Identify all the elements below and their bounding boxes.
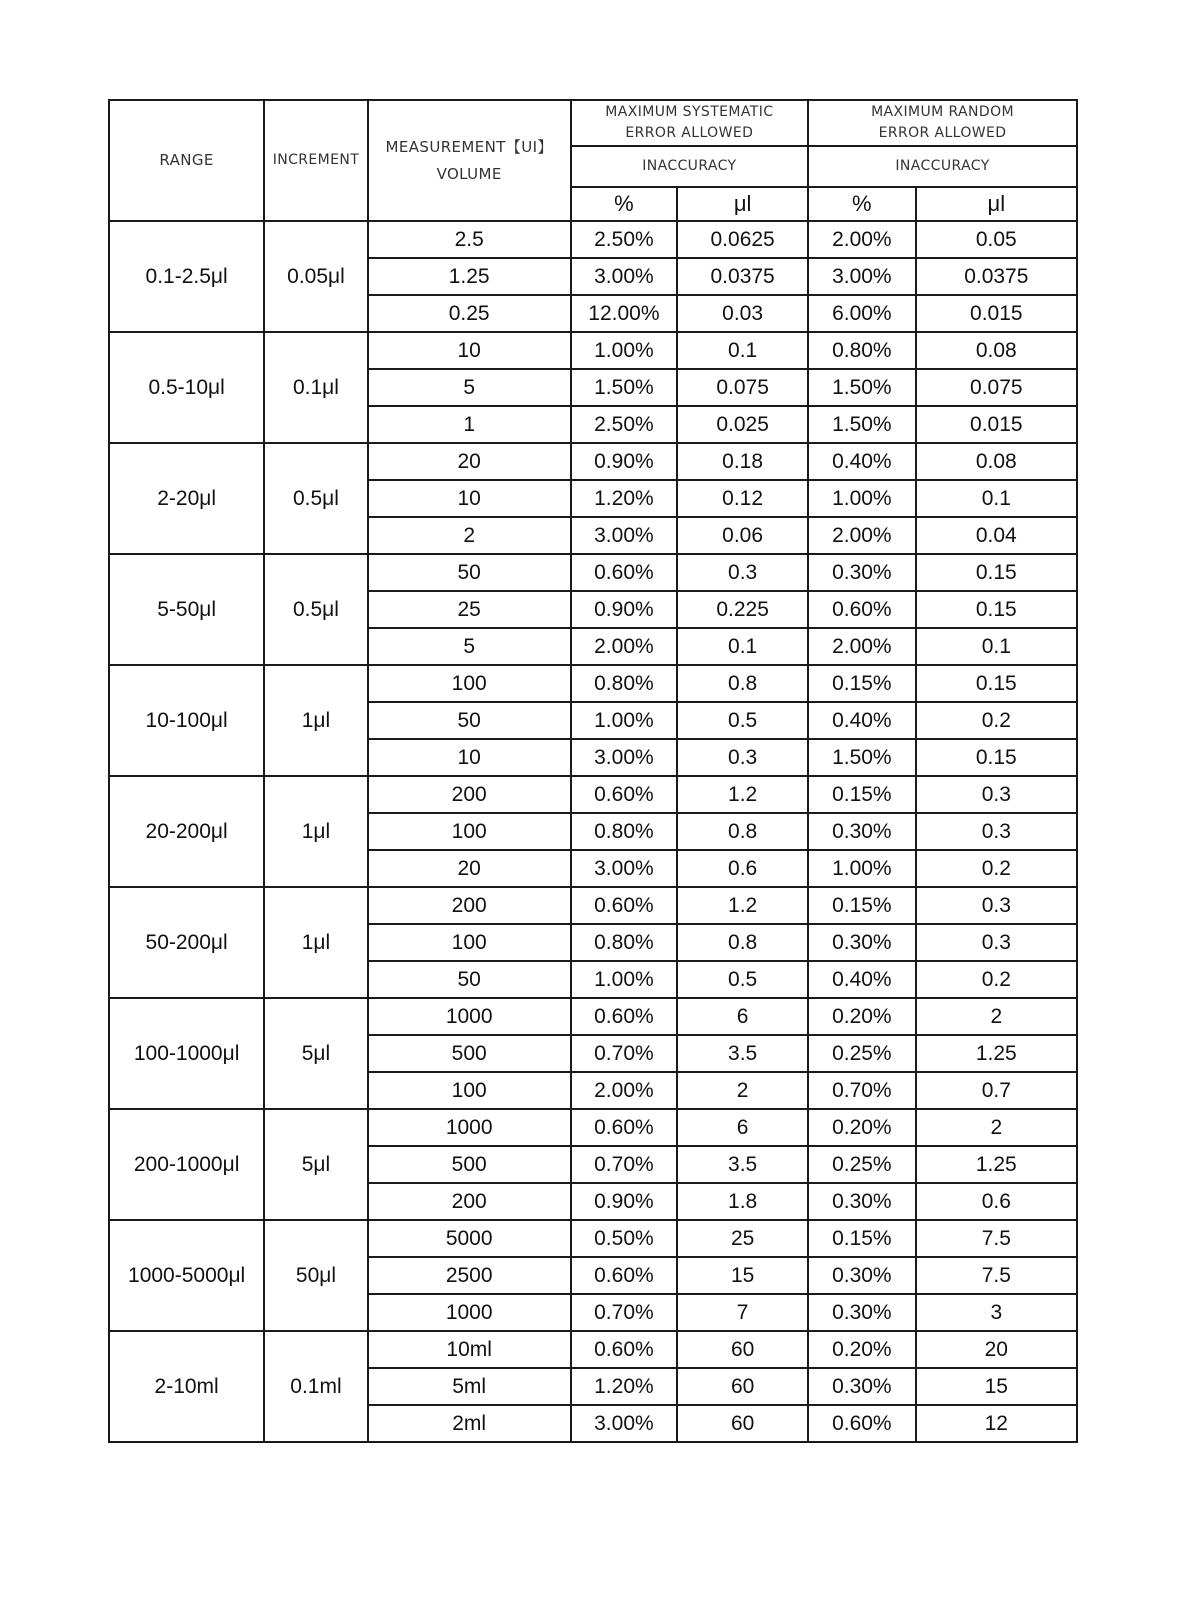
random-ul-cell: 0.15 <box>916 739 1077 776</box>
systematic-ul-cell: 0.18 <box>677 443 808 480</box>
random-ul-cell: 1.25 <box>916 1035 1077 1072</box>
systematic-header-line1: MAXIMUM SYSTEMATIC <box>605 104 774 120</box>
random-ul-cell: 0.04 <box>916 517 1077 554</box>
random-percent-cell: 0.60% <box>808 1405 916 1442</box>
range-cell: 1000-5000μl <box>109 1220 264 1331</box>
random-percent-cell: 0.40% <box>808 443 916 480</box>
increment-cell: 0.5μl <box>264 554 367 665</box>
systematic-ul-cell: 0.0625 <box>677 221 808 258</box>
random-percent-cell: 3.00% <box>808 258 916 295</box>
systematic-ul-cell: 60 <box>677 1405 808 1442</box>
random-ul-cell: 1.25 <box>916 1146 1077 1183</box>
systematic-ul-cell: 0.06 <box>677 517 808 554</box>
volume-cell: 5000 <box>368 1220 571 1257</box>
systematic-ul-cell: 0.225 <box>677 591 808 628</box>
range-cell: 2-10ml <box>109 1331 264 1442</box>
increment-cell: 0.1μl <box>264 332 367 443</box>
random-ul-cell: 0.3 <box>916 813 1077 850</box>
volume-cell: 100 <box>368 665 571 702</box>
systematic-ul-cell: 0.8 <box>677 665 808 702</box>
random-percent-cell: 1.50% <box>808 406 916 443</box>
random-ul-cell: 0.3 <box>916 924 1077 961</box>
systematic-percent-cell: 0.80% <box>571 665 678 702</box>
increment-header: INCREMENT <box>264 100 367 221</box>
systematic-percent-cell: 0.70% <box>571 1146 678 1183</box>
random-ul-cell: 7.5 <box>916 1257 1077 1294</box>
systematic-percent-cell: 1.00% <box>571 332 678 369</box>
systematic-percent-cell: 0.60% <box>571 887 678 924</box>
systematic-ul-cell: 1.2 <box>677 776 808 813</box>
table-body <box>109 221 1077 1442</box>
range-cell: 200-1000μl <box>109 1109 264 1220</box>
systematic-percent-cell: 3.00% <box>571 1405 678 1442</box>
random-ul-cell: 2 <box>916 1109 1077 1146</box>
random-percent-cell: 0.30% <box>808 554 916 591</box>
volume-cell: 500 <box>368 1146 571 1183</box>
systematic-ul-cell: 0.3 <box>677 554 808 591</box>
pipette-error-table <box>108 99 1078 1443</box>
systematic-percent-cell: 1.20% <box>571 480 678 517</box>
random-ul-cell: 0.015 <box>916 295 1077 332</box>
random-ul-cell: 0.2 <box>916 850 1077 887</box>
random-ul-cell: 0.2 <box>916 961 1077 998</box>
systematic-ul-cell: 3.5 <box>677 1146 808 1183</box>
table-row <box>109 332 1077 369</box>
systematic-ul-cell: 0.5 <box>677 961 808 998</box>
random-ul-cell: 0.075 <box>916 369 1077 406</box>
systematic-ul-cell: 0.12 <box>677 480 808 517</box>
systematic-percent-cell: 0.90% <box>571 443 678 480</box>
table-row <box>109 554 1077 591</box>
random-ul-cell: 0.1 <box>916 628 1077 665</box>
systematic-percent-cell: 1.00% <box>571 961 678 998</box>
volume-cell: 5 <box>368 628 571 665</box>
systematic-ul-cell: 0.8 <box>677 924 808 961</box>
table-row <box>109 1109 1077 1146</box>
systematic-error-header <box>571 100 808 146</box>
random-ul-cell: 0.015 <box>916 406 1077 443</box>
systematic-ul-cell: 0.5 <box>677 702 808 739</box>
table-row <box>109 1220 1077 1257</box>
systematic-percent-cell: 0.60% <box>571 1109 678 1146</box>
increment-cell: 1μl <box>264 887 367 998</box>
random-percent-cell: 6.00% <box>808 295 916 332</box>
volume-cell: 200 <box>368 887 571 924</box>
volume-cell: 50 <box>368 554 571 591</box>
random-percent-cell: 0.40% <box>808 702 916 739</box>
volume-cell: 10 <box>368 739 571 776</box>
volume-cell: 200 <box>368 1183 571 1220</box>
systematic-percent-cell: 2.00% <box>571 628 678 665</box>
random-percent-cell: 0.25% <box>808 1146 916 1183</box>
increment-cell: 0.1ml <box>264 1331 367 1442</box>
random-ul-cell: 0.3 <box>916 776 1077 813</box>
systematic-percent-cell: 0.80% <box>571 924 678 961</box>
volume-cell: 100 <box>368 924 571 961</box>
range-cell: 0.1-2.5μl <box>109 221 264 332</box>
systematic-ul-cell: 0.3 <box>677 739 808 776</box>
random-ul-cell: 0.08 <box>916 332 1077 369</box>
table-row <box>109 1331 1077 1368</box>
volume-cell: 5 <box>368 369 571 406</box>
range-cell: 5-50μl <box>109 554 264 665</box>
increment-cell: 1μl <box>264 776 367 887</box>
table-row <box>109 665 1077 702</box>
table-row <box>109 776 1077 813</box>
systematic-percent-cell: 0.60% <box>571 998 678 1035</box>
systematic-ul-cell: 60 <box>677 1331 808 1368</box>
volume-cell: 1000 <box>368 1294 571 1331</box>
systematic-percent-cell: 1.20% <box>571 1368 678 1405</box>
random-percent-cell: 0.25% <box>808 1035 916 1072</box>
systematic-ul-cell: 15 <box>677 1257 808 1294</box>
systematic-percent-cell: 1.00% <box>571 702 678 739</box>
random-ul-cell: 0.2 <box>916 702 1077 739</box>
random-ul-cell: 12 <box>916 1405 1077 1442</box>
systematic-ul-cell: 0.025 <box>677 406 808 443</box>
systematic-percent-cell: 0.60% <box>571 776 678 813</box>
increment-cell: 5μl <box>264 1109 367 1220</box>
random-inaccuracy-header: INACCURACY <box>808 146 1077 187</box>
systematic-percent-cell: 0.60% <box>571 1331 678 1368</box>
random-ul-cell: 0.15 <box>916 591 1077 628</box>
volume-cell: 200 <box>368 776 571 813</box>
systematic-ul-cell: 1.8 <box>677 1183 808 1220</box>
systematic-inaccuracy-header: INACCURACY <box>571 146 808 187</box>
random-percent-cell: 0.20% <box>808 998 916 1035</box>
random-percent-cell: 2.00% <box>808 517 916 554</box>
volume-cell: 20 <box>368 850 571 887</box>
increment-cell: 1μl <box>264 665 367 776</box>
random-ul-cell: 3 <box>916 1294 1077 1331</box>
volume-cell: 1000 <box>368 1109 571 1146</box>
range-cell: 20-200μl <box>109 776 264 887</box>
volume-cell: 1 <box>368 406 571 443</box>
volume-cell: 50 <box>368 702 571 739</box>
systematic-percent-cell: 0.60% <box>571 554 678 591</box>
systematic-percent-cell: 3.00% <box>571 258 678 295</box>
random-percent-cell: 0.30% <box>808 813 916 850</box>
systematic-ul-cell: 1.2 <box>677 887 808 924</box>
systematic-ul-cell: 2 <box>677 1072 808 1109</box>
range-cell: 0.5-10μl <box>109 332 264 443</box>
increment-cell: 5μl <box>264 998 367 1109</box>
random-percent-cell: 0.20% <box>808 1331 916 1368</box>
systematic-percent-cell: 1.50% <box>571 369 678 406</box>
random-header-line1: MAXIMUM RANDOM <box>871 104 1014 120</box>
systematic-percent-cell: 3.00% <box>571 739 678 776</box>
random-percent-cell: 2.00% <box>808 628 916 665</box>
random-header-line2: ERROR ALLOWED <box>878 125 1007 141</box>
random-ul-unit: μl <box>916 187 1077 221</box>
table-row <box>109 443 1077 480</box>
volume-cell: 25 <box>368 591 571 628</box>
volume-cell: 10 <box>368 480 571 517</box>
random-ul-cell: 0.15 <box>916 665 1077 702</box>
random-ul-cell: 0.0375 <box>916 258 1077 295</box>
random-percent-cell: 0.80% <box>808 332 916 369</box>
systematic-percent-cell: 12.00% <box>571 295 678 332</box>
volume-cell: 20 <box>368 443 571 480</box>
random-ul-cell: 20 <box>916 1331 1077 1368</box>
random-percent-cell: 1.50% <box>808 739 916 776</box>
random-ul-cell: 15 <box>916 1368 1077 1405</box>
random-percent-cell: 0.15% <box>808 1220 916 1257</box>
random-percent-cell: 0.20% <box>808 1109 916 1146</box>
volume-cell: 10ml <box>368 1331 571 1368</box>
systematic-percent-cell: 0.90% <box>571 1183 678 1220</box>
systematic-percent-cell: 3.00% <box>571 517 678 554</box>
measurement-header-line1: MEASUREMENT【UI】 <box>385 137 553 156</box>
systematic-ul-cell: 0.03 <box>677 295 808 332</box>
volume-cell: 2 <box>368 517 571 554</box>
random-ul-cell: 7.5 <box>916 1220 1077 1257</box>
volume-cell: 500 <box>368 1035 571 1072</box>
volume-cell: 100 <box>368 1072 571 1109</box>
volume-cell: 100 <box>368 813 571 850</box>
systematic-percent-cell: 0.90% <box>571 591 678 628</box>
volume-cell: 50 <box>368 961 571 998</box>
systematic-ul-cell: 0.075 <box>677 369 808 406</box>
volume-cell: 1.25 <box>368 258 571 295</box>
systematic-ul-cell: 0.0375 <box>677 258 808 295</box>
systematic-ul-cell: 7 <box>677 1294 808 1331</box>
systematic-ul-cell: 0.6 <box>677 850 808 887</box>
systematic-ul-cell: 0.1 <box>677 332 808 369</box>
volume-cell: 10 <box>368 332 571 369</box>
increment-cell: 0.5μl <box>264 443 367 554</box>
random-percent-cell: 0.30% <box>808 924 916 961</box>
random-percent-cell: 2.00% <box>808 221 916 258</box>
random-error-header <box>808 100 1077 146</box>
range-cell: 100-1000μl <box>109 998 264 1109</box>
volume-cell: 1000 <box>368 998 571 1035</box>
increment-cell: 50μl <box>264 1220 367 1331</box>
random-percent-cell: 0.60% <box>808 591 916 628</box>
random-ul-cell: 0.1 <box>916 480 1077 517</box>
range-cell: 2-20μl <box>109 443 264 554</box>
systematic-percent-cell: 0.70% <box>571 1035 678 1072</box>
systematic-ul-cell: 6 <box>677 998 808 1035</box>
random-percent-cell: 0.15% <box>808 887 916 924</box>
table-row <box>109 998 1077 1035</box>
table-row <box>109 221 1077 258</box>
systematic-ul-cell: 60 <box>677 1368 808 1405</box>
random-percent-cell: 0.70% <box>808 1072 916 1109</box>
table-row <box>109 887 1077 924</box>
systematic-percent-cell: 2.50% <box>571 221 678 258</box>
systematic-header-line2: ERROR ALLOWED <box>625 125 754 141</box>
random-percent-cell: 0.30% <box>808 1257 916 1294</box>
systematic-ul-cell: 3.5 <box>677 1035 808 1072</box>
random-percent-cell: 0.40% <box>808 961 916 998</box>
volume-cell: 2500 <box>368 1257 571 1294</box>
systematic-percent-cell: 2.50% <box>571 406 678 443</box>
range-header: RANGE <box>109 100 264 221</box>
random-ul-cell: 0.6 <box>916 1183 1077 1220</box>
systematic-percent-cell: 0.70% <box>571 1294 678 1331</box>
systematic-ul-unit: μl <box>677 187 808 221</box>
systematic-ul-cell: 6 <box>677 1109 808 1146</box>
systematic-percent-cell: 0.80% <box>571 813 678 850</box>
random-percent-unit: % <box>808 187 916 221</box>
random-ul-cell: 2 <box>916 998 1077 1035</box>
random-percent-cell: 1.00% <box>808 480 916 517</box>
volume-cell: 5ml <box>368 1368 571 1405</box>
measurement-header-line2: VOLUME <box>436 164 502 183</box>
random-percent-cell: 0.30% <box>808 1294 916 1331</box>
volume-cell: 2ml <box>368 1405 571 1442</box>
volume-cell: 0.25 <box>368 295 571 332</box>
measurement-volume-header <box>368 100 571 221</box>
systematic-percent-cell: 0.60% <box>571 1257 678 1294</box>
systematic-percent-cell: 2.00% <box>571 1072 678 1109</box>
random-percent-cell: 0.15% <box>808 776 916 813</box>
volume-cell: 2.5 <box>368 221 571 258</box>
random-ul-cell: 0.08 <box>916 443 1077 480</box>
systematic-ul-cell: 25 <box>677 1220 808 1257</box>
random-percent-cell: 0.30% <box>808 1183 916 1220</box>
range-cell: 50-200μl <box>109 887 264 998</box>
random-percent-cell: 1.00% <box>808 850 916 887</box>
systematic-ul-cell: 0.8 <box>677 813 808 850</box>
random-ul-cell: 0.7 <box>916 1072 1077 1109</box>
systematic-ul-cell: 0.1 <box>677 628 808 665</box>
random-percent-cell: 0.15% <box>808 665 916 702</box>
systematic-percent-unit: % <box>571 187 678 221</box>
random-ul-cell: 0.05 <box>916 221 1077 258</box>
range-cell: 10-100μl <box>109 665 264 776</box>
increment-cell: 0.05μl <box>264 221 367 332</box>
random-percent-cell: 1.50% <box>808 369 916 406</box>
random-ul-cell: 0.15 <box>916 554 1077 591</box>
random-percent-cell: 0.30% <box>808 1368 916 1405</box>
systematic-percent-cell: 3.00% <box>571 850 678 887</box>
systematic-percent-cell: 0.50% <box>571 1220 678 1257</box>
random-ul-cell: 0.3 <box>916 887 1077 924</box>
